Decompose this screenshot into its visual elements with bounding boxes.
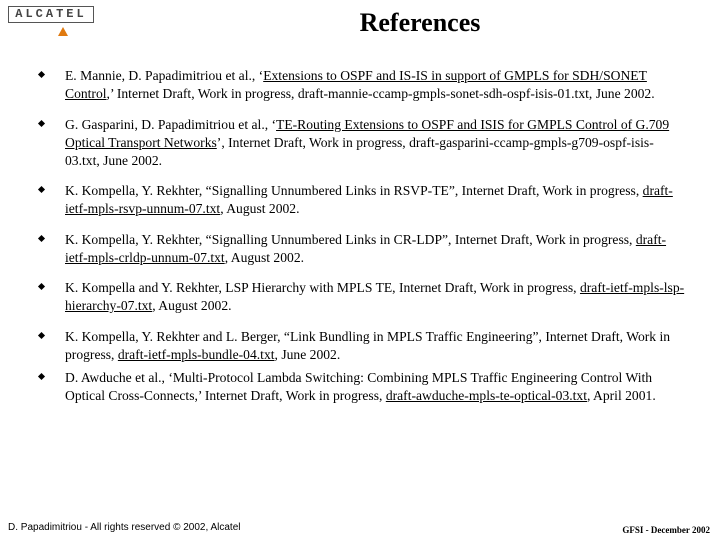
reference-text-after: ,’ Internet Draft, Work in progress, draft-mannie-ccamp-gmpls-sonet-sdh-ospf-isis-01.txt, June 2002. xyxy=(106,86,655,101)
reference-link[interactable]: draft-ietf-mpls-rsvp-unnum-07.txt xyxy=(65,183,673,216)
diamond-bullet-icon xyxy=(38,234,45,241)
reference-text-after: , August 2002. xyxy=(152,298,232,313)
reference-text-before: G. Gasparini, D. Papadimitriou et al., ‘ xyxy=(65,116,277,132)
reference-item xyxy=(36,328,686,364)
reference-text-before: D. Awduche et al., ‘Multi-Protocol Lambda Switching: Combining MPLS Traffic Engineering Control With Optical Cross-Connects,’ Internet Draft, Work in progress, xyxy=(65,369,653,403)
diamond-bullet-icon xyxy=(38,283,45,290)
reference-text-after: , August 2002. xyxy=(220,201,300,216)
reference-item xyxy=(36,182,686,218)
logo-wordmark: ALCATEL xyxy=(15,7,87,21)
reference-link[interactable]: draft-awduche-mpls-te-optical-03.txt xyxy=(385,387,587,403)
reference-link[interactable]: draft-ietf-mpls-crldp-unnum-07.txt xyxy=(65,231,667,265)
reference-link[interactable]: Extensions to OSPF and IS-IS in support of GMPLS for SDH/SONET Control xyxy=(65,68,647,101)
page-title: References xyxy=(359,8,481,37)
reference-item xyxy=(36,279,686,315)
diamond-bullet-icon xyxy=(38,71,45,78)
footer-event-date: GFSI - December 2002 xyxy=(622,525,710,535)
diamond-bullet-icon xyxy=(38,186,45,193)
reference-item xyxy=(36,369,686,405)
reference-text-after: , August 2002. xyxy=(224,249,305,265)
reference-text-before: E. Mannie, D. Papadimitriou et al., ‘ xyxy=(65,68,264,83)
footer-copyright: D. Papadimitriou - All rights reserved © 2002, Alcatel xyxy=(8,522,241,533)
reference-item xyxy=(36,116,686,170)
diamond-bullet-icon xyxy=(38,372,45,379)
reference-text-after: , April 2001. xyxy=(587,387,656,403)
reference-link[interactable]: TE-Routing Extensions to OSPF and ISIS for GMPLS Control of G.709 Optical Transport Networks xyxy=(65,116,670,150)
reference-item xyxy=(36,231,686,267)
reference-text-after: ’, Internet Draft, Work in progress, draft-gasparini-ccamp-gmpls-g709-ospf-isis-03.txt, June 2002. xyxy=(65,134,654,168)
reference-text-before: K. Kompella, Y. Rekhter and L. Berger, “Link Bundling in MPLS Traffic Engineering”, Internet Draft, Work in progress, xyxy=(65,328,671,362)
reference-list xyxy=(36,67,686,405)
alcatel-logo xyxy=(8,6,98,40)
reference-text-before: K. Kompella and Y. Rekhter, LSP Hierarchy with MPLS TE, Internet Draft, Work in progress, xyxy=(65,280,580,295)
reference-text-before: K. Kompella, Y. Rekhter, “Signalling Unnumbered Links in CR-LDP”, Internet Draft, Work in progress, xyxy=(65,231,636,247)
reference-link[interactable]: draft-ietf-mpls-lsp-hierarchy-07.txt xyxy=(65,280,685,313)
reference-text-after: , June 2002. xyxy=(274,346,341,362)
reference-link[interactable]: draft-ietf-mpls-bundle-04.txt xyxy=(117,346,275,362)
logo-triangle-icon xyxy=(58,27,68,36)
diamond-bullet-icon xyxy=(38,331,45,338)
reference-item xyxy=(36,67,686,103)
reference-text-before: K. Kompella, Y. Rekhter, “Signalling Unnumbered Links in RSVP-TE”, Internet Draft, Work in progress, xyxy=(65,183,643,198)
diamond-bullet-icon xyxy=(38,119,45,126)
